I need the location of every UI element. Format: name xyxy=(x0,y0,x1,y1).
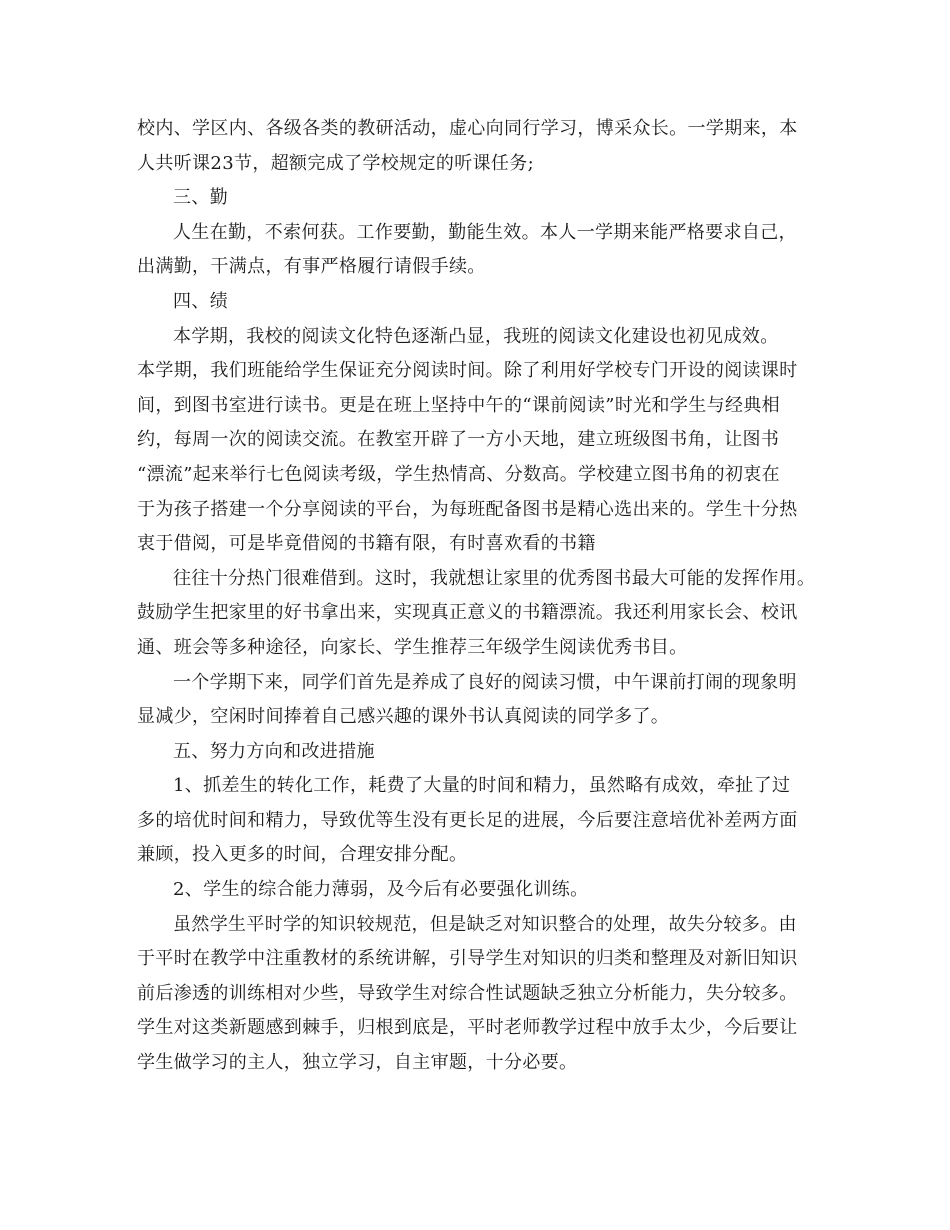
text-line: 人共听课23节，超额完成了学校规定的听课任务; xyxy=(137,152,535,174)
text-line: 兼顾，投入更多的时间，合理安排分配。 xyxy=(137,844,468,866)
text-line: 2、学生的综合能力薄弱，及今后有必要强化训练。 xyxy=(173,879,589,901)
text-line: 显减少，空闲时间捧着自己感兴趣的课外书认真阅读的同学多了。 xyxy=(137,706,670,728)
text-line: 往往十分热门很难借到。这时，我就想让家里的优秀图书最大可能的发挥作用。 xyxy=(173,567,816,589)
text-line: 人生在勤，不索何获。工作要勤，勤能生效。本人一学期来能严格要求自己， xyxy=(173,221,797,243)
section-heading: 五、努力方向和改进措施 xyxy=(173,740,375,762)
text-line: 多的培优时间和精力，导致优等生没有更长足的进展，今后要注意培优补差两方面 xyxy=(137,809,798,831)
text-line: 1、抓差生的转化工作，耗费了大量的时间和精力，虽然略有成效，牵扯了过 xyxy=(173,775,791,797)
text-line: 校内、学区内、各级各类的教研活动，虚心向同行学习，博采众长。一学期来，本 xyxy=(137,118,798,139)
text-line: 虽然学生平时学的知识较规范，但是缺乏对知识整合的处理，故失分较多。由 xyxy=(173,913,797,935)
text-line: 一个学期下来，同学们首先是养成了良好的阅读习惯，中午课前打闹的现象明 xyxy=(173,671,797,693)
text-line: 本学期，我们班能给学生保证充分阅读时间。除了利用好学校专门开设的阅读课时 xyxy=(137,360,798,382)
text-line: 学生做学习的主人，独立学习，自主审题，十分必要。 xyxy=(137,1052,578,1074)
text-line: 通、班会等多种途径，向家长、学生推荐三年级学生阅读优秀书目。 xyxy=(137,636,688,658)
section-heading: 四、绩 xyxy=(173,290,229,312)
text-line: 鼓励学生把家里的好书拿出来，实现真正意义的书籍漂流。我还利用家长会、校讯 xyxy=(137,602,798,624)
text-line: 于平时在教学中注重教材的系统讲解，引导学生对知识的归类和整理及对新旧知识 xyxy=(137,948,798,970)
text-line: 衷于借阅，可是毕竟借阅的书籍有限，有时喜欢看的书籍 xyxy=(137,533,596,555)
text-line: 约，每周一次的阅读交流。在教室开辟了一方小天地，建立班级图书角，让图书 xyxy=(137,429,780,451)
text-line: 前后渗透的训练相对少些，导致学生对综合性试题缺乏独立分析能力，失分较多。 xyxy=(137,982,798,1004)
text-line: 本学期，我校的阅读文化特色逐渐凸显，我班的阅读文化建设也初见成效。 xyxy=(173,325,779,347)
section-heading: 三、勤 xyxy=(173,187,229,209)
text-line: 间，到图书室进行读书。更是在班上坚持中午的“课前阅读”时光和学生与经典相 xyxy=(137,394,781,416)
text-line: 学生对这类新题感到棘手，归根到底是，平时老师教学过程中放手太少，今后要让 xyxy=(137,1017,798,1039)
text-line: 出满勤，干满点，有事严格履行请假手续。 xyxy=(137,256,486,278)
text-line: “漂流”起来举行七色阅读考级，学生热情高、分数高。学校建立图书角的初衷在 xyxy=(137,463,781,485)
text-line: 于为孩子搭建一个分享阅读的平台，为每班配备图书是精心选出来的。学生十分热 xyxy=(137,498,798,520)
document-page xyxy=(137,112,817,1081)
